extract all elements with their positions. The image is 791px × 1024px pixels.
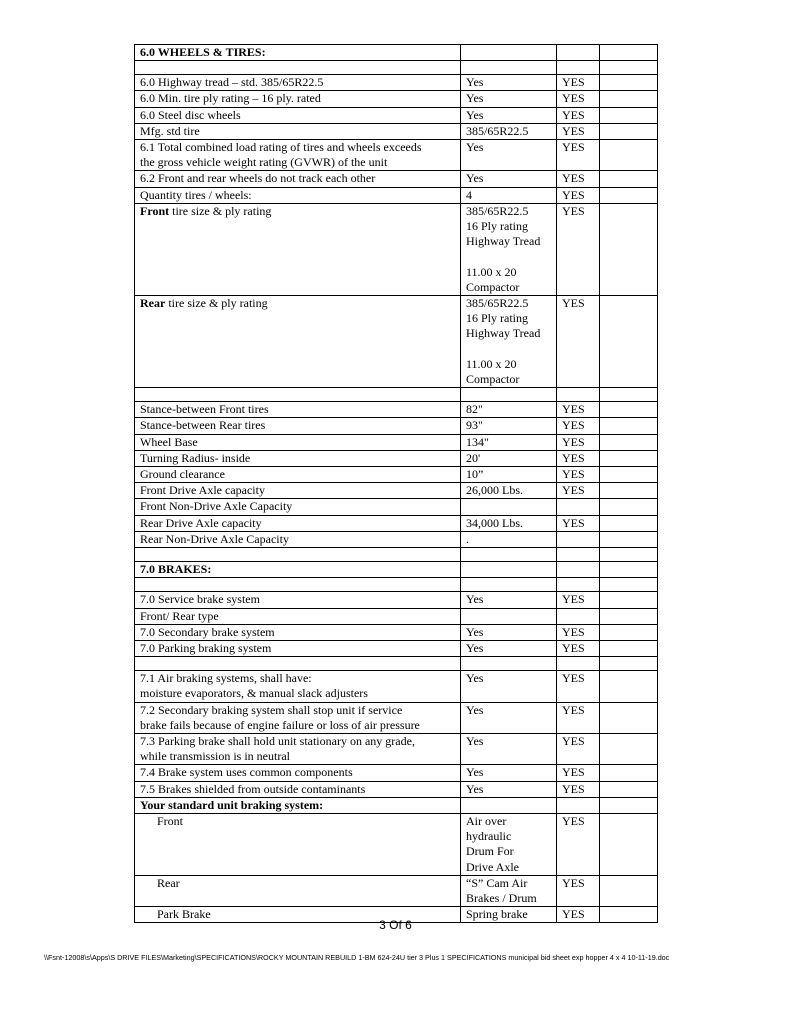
- table-row: [135, 797, 658, 813]
- comply-cell: YES: [557, 765, 600, 781]
- empty-cell: [461, 45, 557, 61]
- empty-cell: [600, 671, 658, 702]
- empty-cell: [600, 733, 658, 764]
- blank-cell: [461, 388, 557, 402]
- spec-value-cell: Yes: [461, 171, 557, 187]
- blank-cell: [135, 578, 461, 592]
- spec-label-rest: tire size & ply rating: [165, 296, 268, 311]
- table-row: [135, 388, 658, 402]
- table-row: [135, 608, 658, 624]
- table-row: [135, 562, 658, 578]
- comply-cell: YES: [557, 624, 600, 640]
- comply-cell: YES: [557, 467, 600, 483]
- empty-cell: [461, 562, 557, 578]
- blank-cell: [461, 548, 557, 562]
- table-row: [135, 418, 658, 434]
- comply-cell: YES: [557, 907, 600, 923]
- spec-value-cell: Yes: [461, 592, 557, 608]
- spec-value-cell: Yes: [461, 624, 557, 640]
- section-header-cell: 7.0 BRAKES:: [135, 562, 461, 578]
- section-header-cell: 6.0 WHEELS & TIRES:: [135, 45, 461, 61]
- table-row: [135, 592, 658, 608]
- spec-label-cell: Quantity tires / wheels:: [135, 187, 461, 203]
- spec-label-cell: 6.0 Min. tire ply rating – 16 ply. rated: [135, 91, 461, 107]
- comply-cell: YES: [557, 434, 600, 450]
- blank-cell: [135, 388, 461, 402]
- comply-cell: YES: [557, 91, 600, 107]
- table-row: [135, 467, 658, 483]
- spec-label-cell: 7.3 Parking brake shall hold unit stationary on any grade, while transmission is in neutral: [135, 733, 461, 764]
- spec-value-cell: Yes: [461, 733, 557, 764]
- empty-cell: [600, 75, 658, 91]
- spec-value-cell: Yes: [461, 781, 557, 797]
- comply-cell: YES: [557, 483, 600, 499]
- spec-value-cell: 20': [461, 450, 557, 466]
- spec-label-cell: 7.2 Secondary braking system shall stop unit if service brake fails because of engine failure or loss of air pressure: [135, 702, 461, 733]
- spec-label-cell: Rear Non-Drive Axle Capacity: [135, 531, 461, 547]
- blank-cell: [557, 548, 600, 562]
- comply-cell: YES: [557, 702, 600, 733]
- spec-value-cell: Air over hydraulic Drum For Drive Axle: [461, 813, 557, 875]
- comply-cell: [557, 608, 600, 624]
- empty-cell: [600, 781, 658, 797]
- table-row: [135, 187, 658, 203]
- spec-label-cell: Front Non-Drive Axle Capacity: [135, 499, 461, 515]
- spec-value-cell: Yes: [461, 640, 557, 656]
- spec-label-bold: Front: [140, 203, 170, 218]
- blank-cell: [135, 548, 461, 562]
- spec-label-cell: Rear Drive Axle capacity: [135, 515, 461, 531]
- table-row: [135, 515, 658, 531]
- comply-cell: YES: [557, 875, 600, 906]
- table-row: [135, 733, 658, 764]
- empty-cell: [600, 434, 658, 450]
- blank-cell: [135, 61, 461, 75]
- table-row: [135, 91, 658, 107]
- empty-cell: [600, 813, 658, 875]
- empty-cell: [600, 702, 658, 733]
- spec-label-cell: 6.0 Highway tread – std. 385/65R22.5: [135, 75, 461, 91]
- table-row: [135, 45, 658, 61]
- table-row: [135, 875, 658, 906]
- comply-cell: [557, 499, 600, 515]
- section-header-cell: Your standard unit braking system:: [135, 797, 461, 813]
- page-number: 3 Of 6: [379, 918, 412, 932]
- wheels-tires-brakes-spec-table: [134, 44, 658, 923]
- spec-label-cell: Stance-between Front tires: [135, 402, 461, 418]
- blank-cell: [461, 657, 557, 671]
- empty-cell: [557, 797, 600, 813]
- empty-cell: [461, 797, 557, 813]
- table-row: [135, 578, 658, 592]
- spec-label-cell: 7.5 Brakes shielded from outside contaminants: [135, 781, 461, 797]
- spec-label-cell: Stance-between Rear tires: [135, 418, 461, 434]
- empty-cell: [600, 140, 658, 171]
- spec-value-cell: Yes: [461, 671, 557, 702]
- blank-cell: [557, 657, 600, 671]
- spec-label-cell: 6.2 Front and rear wheels do not track each other: [135, 171, 461, 187]
- table-row: [135, 75, 658, 91]
- blank-cell: [600, 388, 658, 402]
- empty-cell: [600, 467, 658, 483]
- comply-cell: YES: [557, 296, 600, 388]
- blank-cell: [461, 61, 557, 75]
- comply-cell: YES: [557, 813, 600, 875]
- empty-cell: [600, 515, 658, 531]
- spec-label-cell: [135, 203, 461, 295]
- empty-cell: [600, 171, 658, 187]
- empty-cell: [600, 483, 658, 499]
- spec-value-cell: 385/65R22.5 16 Ply rating Highway Tread 11.00 x 20 Compactor: [461, 203, 557, 295]
- spec-label-cell: Ground clearance: [135, 467, 461, 483]
- empty-cell: [600, 875, 658, 906]
- comply-cell: YES: [557, 515, 600, 531]
- spec-label-rest: tire size & ply rating: [169, 203, 272, 218]
- spec-label-cell: [135, 296, 461, 388]
- spec-value-cell: Yes: [461, 91, 557, 107]
- empty-cell: [557, 562, 600, 578]
- empty-cell: [600, 187, 658, 203]
- empty-cell: [600, 531, 658, 547]
- table-row: [135, 548, 658, 562]
- spec-label-cell: Front Drive Axle capacity: [135, 483, 461, 499]
- empty-cell: [600, 296, 658, 388]
- blank-cell: [600, 548, 658, 562]
- table-row: [135, 450, 658, 466]
- spec-value-cell: [461, 499, 557, 515]
- comply-cell: YES: [557, 418, 600, 434]
- comply-cell: YES: [557, 592, 600, 608]
- spec-label-cell: Mfg. std tire: [135, 123, 461, 139]
- blank-cell: [557, 578, 600, 592]
- spec-value-cell: Yes: [461, 765, 557, 781]
- blank-cell: [600, 578, 658, 592]
- empty-cell: [600, 592, 658, 608]
- empty-cell: [600, 123, 658, 139]
- spec-value-cell: Yes: [461, 702, 557, 733]
- spec-value-cell: 4: [461, 187, 557, 203]
- spec-label-cell: 7.0 Parking braking system: [135, 640, 461, 656]
- blank-cell: [600, 657, 658, 671]
- blank-cell: [135, 657, 461, 671]
- table-row: [135, 813, 658, 875]
- empty-cell: [600, 608, 658, 624]
- blank-cell: [557, 388, 600, 402]
- table-row: [135, 483, 658, 499]
- blank-cell: [461, 578, 557, 592]
- spec-value-cell: Yes: [461, 75, 557, 91]
- spec-value-cell: Yes: [461, 140, 557, 171]
- comply-cell: YES: [557, 640, 600, 656]
- table-row: [135, 781, 658, 797]
- empty-cell: [557, 45, 600, 61]
- empty-cell: [600, 402, 658, 418]
- table-row: [135, 702, 658, 733]
- spec-value-cell: 34,000 Lbs.: [461, 515, 557, 531]
- empty-cell: [600, 797, 658, 813]
- table-row: [135, 140, 658, 171]
- spec-value-cell: 385/65R22.5 16 Ply rating Highway Tread 11.00 x 20 Compactor: [461, 296, 557, 388]
- comply-cell: YES: [557, 107, 600, 123]
- spec-value-cell: 134": [461, 434, 557, 450]
- blank-cell: [600, 61, 658, 75]
- comply-cell: YES: [557, 187, 600, 203]
- empty-cell: [600, 418, 658, 434]
- table-row: [135, 671, 658, 702]
- table-row: [135, 499, 658, 515]
- spec-label-cell: 7.4 Brake system uses common components: [135, 765, 461, 781]
- spec-value-cell: “S” Cam Air Brakes / Drum: [461, 875, 557, 906]
- empty-cell: [600, 765, 658, 781]
- spec-label-cell: 6.1 Total combined load rating of tires and wheels exceeds the gross vehicle weight rating (GVWR) of the unit: [135, 140, 461, 171]
- comply-cell: [557, 531, 600, 547]
- spec-label-cell: Front/ Rear type: [135, 608, 461, 624]
- blank-cell: [557, 61, 600, 75]
- table-row: [135, 624, 658, 640]
- comply-cell: YES: [557, 671, 600, 702]
- spec-label-cell: 7.0 Secondary brake system: [135, 624, 461, 640]
- comply-cell: YES: [557, 171, 600, 187]
- comply-cell: YES: [557, 140, 600, 171]
- empty-cell: [600, 203, 658, 295]
- empty-cell: [600, 450, 658, 466]
- table-row: [135, 402, 658, 418]
- spec-label-cell: 6.0 Steel disc wheels: [135, 107, 461, 123]
- spec-label-cell: Front: [135, 813, 461, 875]
- table-row: [135, 123, 658, 139]
- empty-cell: [600, 45, 658, 61]
- spec-value-cell: 385/65R22.5: [461, 123, 557, 139]
- spec-table-body: [135, 45, 658, 923]
- spec-value-cell: .: [461, 531, 557, 547]
- comply-cell: YES: [557, 733, 600, 764]
- spec-value-cell: Spring brake: [461, 907, 557, 923]
- table-row: [135, 171, 658, 187]
- table-row: [135, 61, 658, 75]
- spec-value-cell: 10”: [461, 467, 557, 483]
- table-row: [135, 203, 658, 295]
- spec-label-cell: Rear: [135, 875, 461, 906]
- comply-cell: YES: [557, 203, 600, 295]
- table-row: [135, 434, 658, 450]
- table-row: [135, 657, 658, 671]
- table-row: [135, 640, 658, 656]
- table-row: [135, 296, 658, 388]
- spec-label-cell: 7.0 Service brake system: [135, 592, 461, 608]
- table-row: [135, 531, 658, 547]
- comply-cell: YES: [557, 123, 600, 139]
- file-path-footer: \\Fsnt-12008\s\Apps\S DRIVE FILES\Marketing\SPECIFICATIONS\ROCKY MOUNTAIN REBUILD 1-BM 624-24U tier 3 Plus 1 SPECIFICATIONS municipal bid sheet exp hopper 4 x 4 10-11-19.doc: [44, 953, 670, 962]
- spec-label-cell: 7.1 Air braking systems, shall have: moisture evaporators, & manual slack adjusters: [135, 671, 461, 702]
- empty-cell: [600, 91, 658, 107]
- spec-value-cell: [461, 608, 557, 624]
- comply-cell: YES: [557, 402, 600, 418]
- spec-value-cell: Yes: [461, 107, 557, 123]
- spec-label-cell: Turning Radius- inside: [135, 450, 461, 466]
- spec-value-cell: 82": [461, 402, 557, 418]
- table-row: [135, 107, 658, 123]
- comply-cell: YES: [557, 75, 600, 91]
- spec-value-cell: 26,000 Lbs.: [461, 483, 557, 499]
- empty-cell: [600, 562, 658, 578]
- table-row: [135, 765, 658, 781]
- empty-cell: [600, 624, 658, 640]
- spec-label-cell: Park Brake: [135, 907, 461, 923]
- spec-value-cell: 93": [461, 418, 557, 434]
- spec-label-cell: Wheel Base: [135, 434, 461, 450]
- spec-label-bold: Rear: [140, 296, 166, 311]
- comply-cell: YES: [557, 450, 600, 466]
- empty-cell: [600, 499, 658, 515]
- empty-cell: [600, 640, 658, 656]
- comply-cell: YES: [557, 781, 600, 797]
- empty-cell: [600, 107, 658, 123]
